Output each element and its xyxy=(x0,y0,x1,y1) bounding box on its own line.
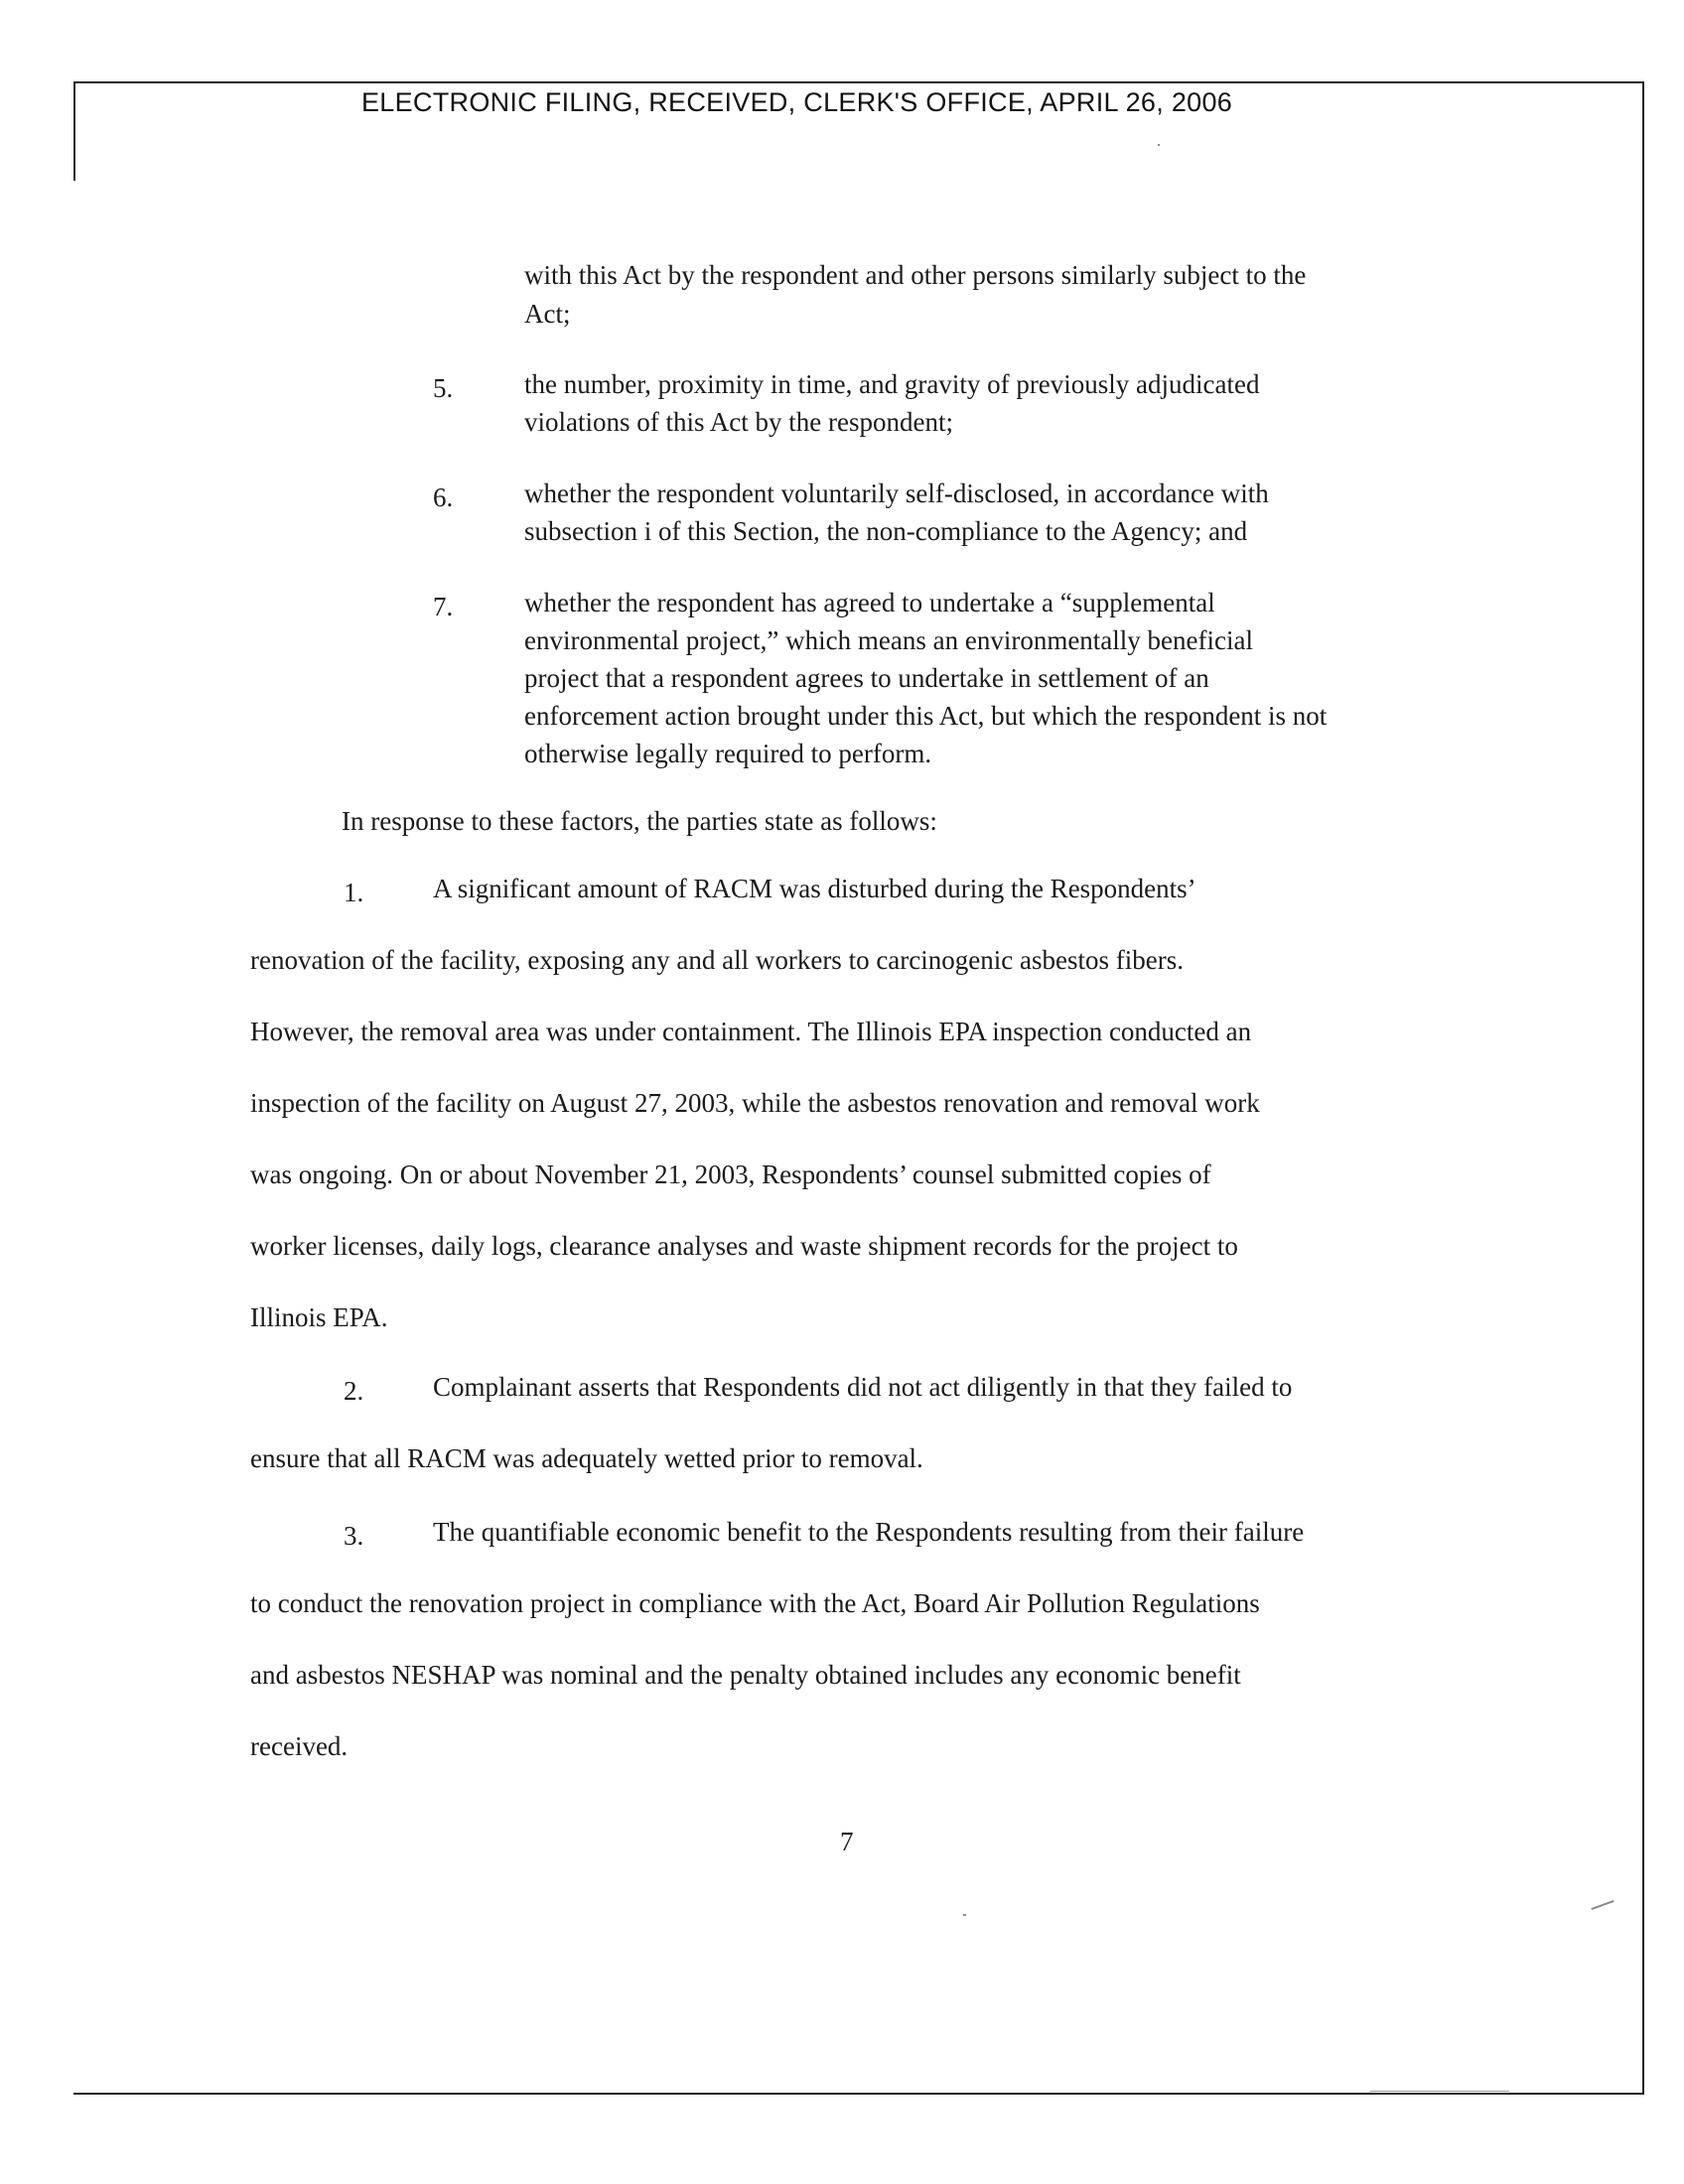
response-line: worker licenses, daily logs, clearance analyses and waste shipment records for the project to xyxy=(250,1231,1238,1261)
factor-number: 7. xyxy=(433,592,454,621)
response-line: inspection of the facility on August 27, 2003, while the asbestos renovation and removal work xyxy=(250,1088,1260,1118)
factor-continuation-line-1: with this Act by the respondent and other persons similarly subject to the xyxy=(524,260,1307,290)
factor-continuation-line-2: Act; xyxy=(524,299,571,329)
factor-line: environmental project,” which means an environmentally beneficial xyxy=(524,625,1253,655)
response-number: 2. xyxy=(344,1376,364,1406)
factor-line: whether the respondent voluntarily self-disclosed, in accordance with xyxy=(524,478,1269,508)
filing-stamp-header: ELECTRONIC FILING, RECEIVED, CLERK'S OFFICE, APRIL 26, 2006 xyxy=(361,87,1233,117)
response-line: ensure that all RACM was adequately wetted prior to removal. xyxy=(250,1443,923,1473)
response-line: was ongoing. On or about November 21, 2003, Respondents’ counsel submitted copies of xyxy=(250,1160,1211,1189)
response-number: 3. xyxy=(344,1521,364,1551)
page-border-left-stub xyxy=(73,81,75,181)
scan-speck xyxy=(1158,144,1160,146)
factor-line: enforcement action brought under this Act, but which the respondent is not xyxy=(524,701,1328,731)
response-line: and asbestos NESHAP was nominal and the penalty obtained includes any economic benefit xyxy=(250,1660,1241,1690)
factor-line: violations of this Act by the respondent; xyxy=(524,407,953,437)
response-number: 1. xyxy=(344,878,364,907)
scan-speck xyxy=(963,1914,966,1916)
response-intro: In response to these factors, the parties state as follows: xyxy=(342,806,937,836)
factor-line: the number, proximity in time, and gravity of previously adjudicated xyxy=(524,369,1260,399)
response-line: However, the removal area was under containment. The Illinois EPA inspection conducted an xyxy=(250,1017,1252,1046)
factor-line: project that a respondent agrees to undertake in settlement of an xyxy=(524,663,1209,693)
response-first-line: A significant amount of RACM was disturbed during the Respondents’ xyxy=(433,874,1196,903)
response-first-line: The quantifiable economic benefit to the Respondents resulting from their failure xyxy=(433,1517,1305,1547)
response-line: received. xyxy=(250,1731,349,1761)
factor-number: 5. xyxy=(433,373,454,403)
page-number: 7 xyxy=(840,1827,854,1856)
factor-line: whether the respondent has agreed to undertake a “supplemental xyxy=(524,588,1215,617)
response-first-line: Complainant asserts that Respondents did not act diligently in that they failed to xyxy=(433,1372,1293,1402)
scan-speck xyxy=(1370,2091,1509,2092)
response-line: Illinois EPA. xyxy=(250,1302,388,1332)
factor-line: otherwise legally required to perform. xyxy=(524,739,932,768)
response-line: renovation of the facility, exposing any and all workers to carcinogenic asbestos fibers. xyxy=(250,945,1184,975)
factor-line: subsection i of this Section, the non-compliance to the Agency; and xyxy=(524,516,1248,546)
factor-number: 6. xyxy=(433,482,454,512)
response-line: to conduct the renovation project in compliance with the Act, Board Air Pollution Regulations xyxy=(250,1588,1260,1618)
